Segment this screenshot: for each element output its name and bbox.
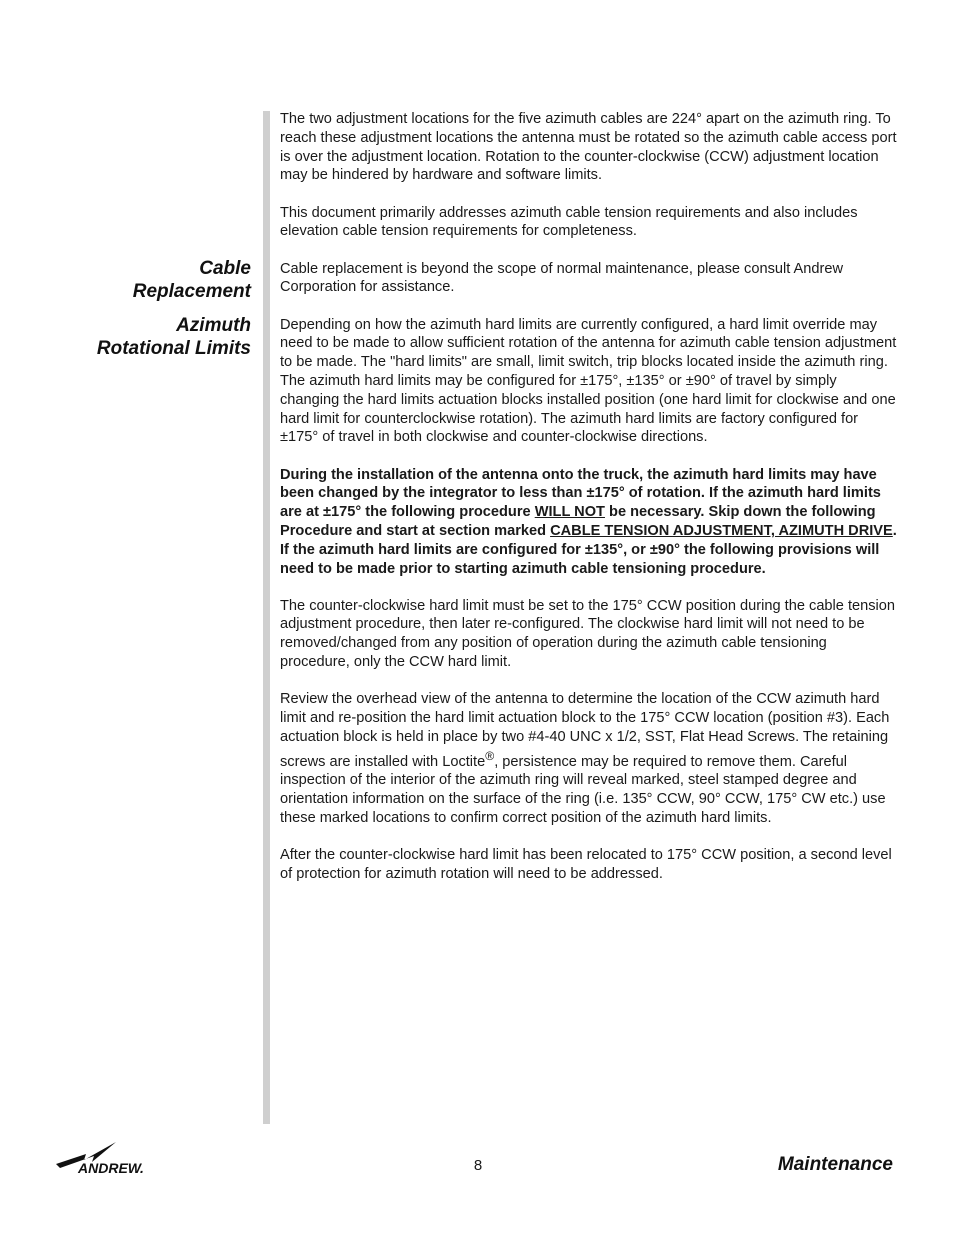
text-run: , persistence may be required to remove them. Careful inspection of the interior of the azimuth ring will reveal marked, steel stamped degree and orientation information on the surface of the ring (i.e. 135° CCW, 90° CCW, 175° CW etc.) use these marked locations to confirm correct position of the azimuth hard limits.	[280, 753, 886, 826]
bold-paragraph	[280, 466, 898, 579]
registered-mark: ®	[485, 748, 495, 763]
heading-line: Replacement	[132, 281, 251, 302]
heading-line: Rotational Limits	[96, 338, 251, 359]
section-reference: CABLE TENSION ADJUSTMENT, AZIMUTH DRIVE	[550, 522, 893, 539]
heading-line: Cable	[199, 258, 251, 279]
paragraph: After the counter-clockwise hard limit has been relocated to 175° CCW position, a second level of protection for azimuth rotation will need to be addressed.	[280, 847, 892, 882]
paragraph	[280, 690, 898, 827]
heading-azimuth-rotational-limits	[97, 314, 251, 360]
underlined-text: WILL NOT	[534, 504, 605, 521]
lightning-bolt-icon	[56, 1142, 172, 1176]
paragraph: This document primarily addresses azimuth cable tension requirements and also includes elevation cable tension requirements for completeness.	[280, 204, 858, 240]
heading-cable-replacement	[133, 257, 251, 303]
text-run: During the installation of the antenna onto the truck, the azimuth hard limits may have been changed by the integrator to less than ±175° of rotation. If the azimuth hard limits are at ±175° the following procedure	[280, 466, 881, 521]
body-text	[280, 110, 898, 902]
paragraph: The counter-clockwise hard limit must be set to the 175° CCW position during the cable tension adjustment procedure, then later re-configured. The clockwise hard limit will not need to be removed/changed from any position of operation during the azimuth cable tensioning procedure, only the CCW hard limit.	[280, 597, 896, 671]
footer-section-title: Maintenance	[777, 1154, 893, 1175]
margin-rule	[263, 111, 270, 1124]
paragraph: Depending on how the azimuth hard limits are currently configured, a hard limit override may need to be made to allow sufficient rotation of the antenna for azimuth cable tension adjustment to be made. The "hard limits" are small, limit switch, trip blocks located inside the azimuth ring. The azimuth hard limits may be configured for ±175°, ±135° or ±90° of travel by simply changing the hard limits actuation blocks installed position (one hard limit for clockwise and one hard limit for counterclockwise rotation). The azimuth hard limits are factory configured for ±175° of travel in both clockwise and counter-clockwise directions.	[280, 316, 897, 446]
text-run: be necessary. Skip down the following Procedure and start at section marked	[280, 504, 876, 539]
text-run: Review the overhead view of the antenna to determine the location of the CCW azimuth hard limit and re-position the hard limit actuation block to the 175° CCW location (position #3). Each actuation block is held in place by two #4-40 UNC x 1/2, SST, Flat Head Screws. The retaining screws are installed with Loctite	[280, 691, 890, 770]
text-run: . If the azimuth hard limits are configured for ±135°, or ±90° the following provisions will need to be made prior to starting azimuth cable tensioning procedure.	[280, 522, 897, 577]
logo-wordmark: ANDREW.	[78, 1160, 144, 1176]
paragraph: Cable replacement is beyond the scope of normal maintenance, please consult Andrew Corporation for assistance.	[280, 260, 844, 296]
page-number: 8	[473, 1157, 483, 1174]
paragraph: The two adjustment locations for the five azimuth cables are 224° apart on the azimuth ring. To reach these adjustment locations the antenna must be rotated so the azimuth cable access port is over the adjustment location. Rotation to the counter-clockwise (CCW) adjustment location may be hindered by hardware and software limits.	[280, 111, 897, 184]
andrew-logo	[56, 1142, 172, 1176]
heading-line: Azimuth	[176, 315, 251, 336]
